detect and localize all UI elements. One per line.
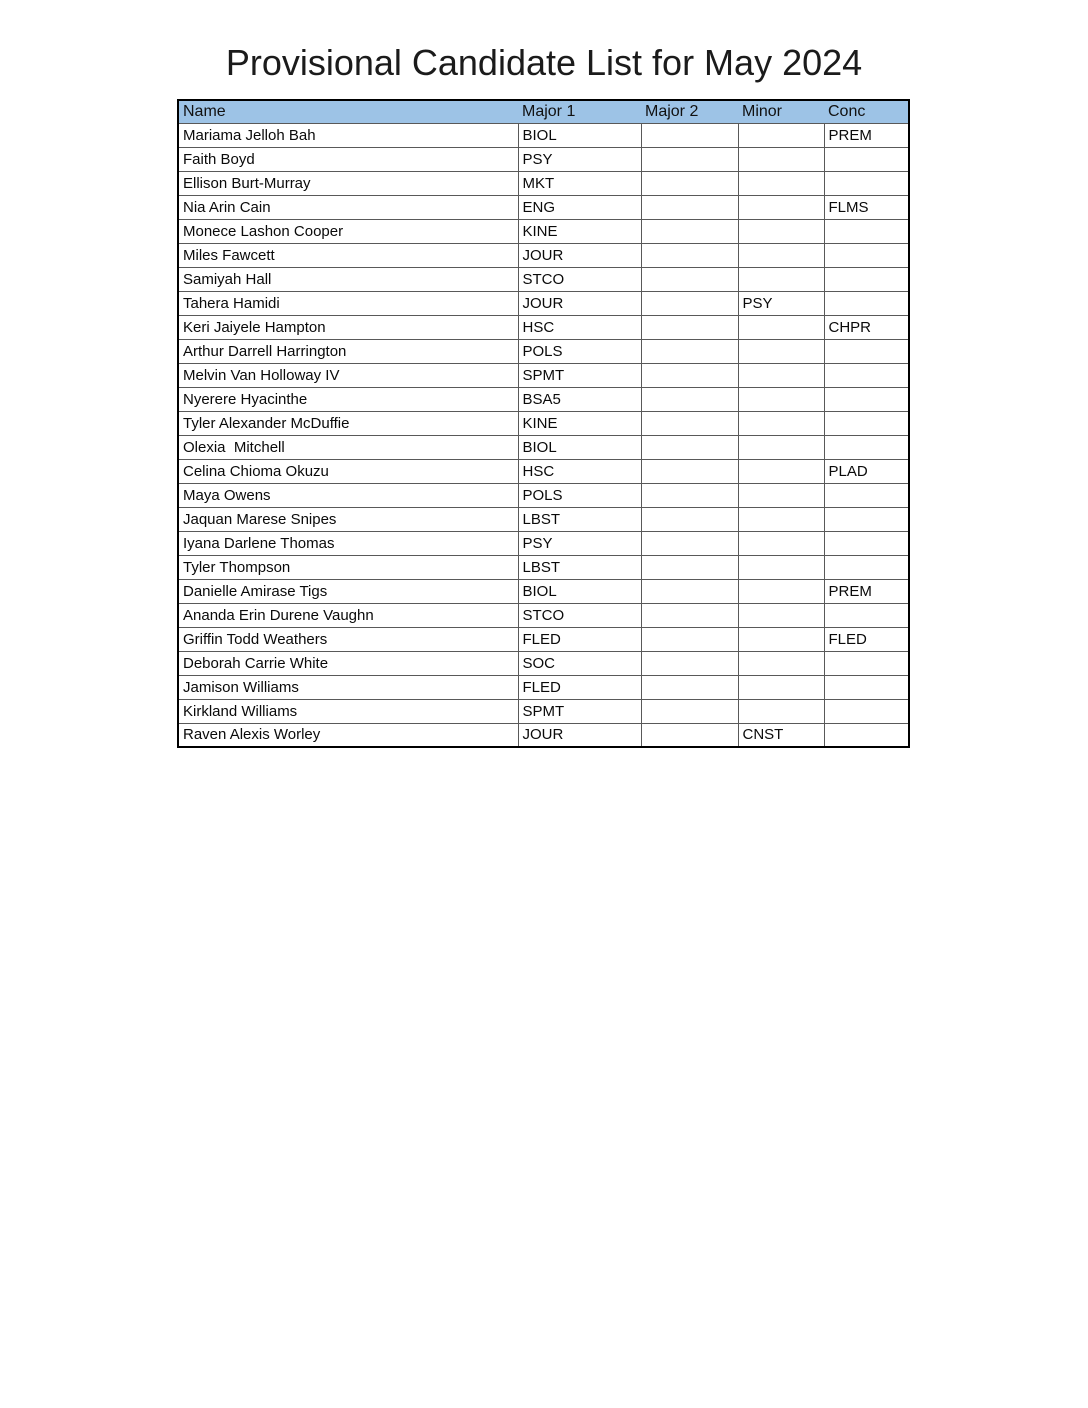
cell-major1: PSY — [518, 147, 641, 171]
column-header-minor: Minor — [738, 100, 824, 123]
cell-major2 — [641, 219, 738, 243]
cell-minor — [738, 339, 824, 363]
header-row — [178, 100, 909, 123]
cell-minor — [738, 459, 824, 483]
cell-name: Mariama Jelloh Bah — [178, 123, 518, 147]
page-title: Provisional Candidate List for May 2024 — [225, 42, 863, 83]
cell-major2 — [641, 723, 738, 747]
cell-major2 — [641, 411, 738, 435]
cell-name: Nyerere Hyacinthe — [178, 387, 518, 411]
cell-conc: FLMS — [824, 195, 909, 219]
cell-name: Monece Lashon Cooper — [178, 219, 518, 243]
cell-name: Jamison Williams — [178, 675, 518, 699]
table-row — [178, 387, 909, 411]
cell-major2 — [641, 195, 738, 219]
cell-major2 — [641, 627, 738, 651]
cell-name: Nia Arin Cain — [178, 195, 518, 219]
cell-name: Melvin Van Holloway IV — [178, 363, 518, 387]
table-row — [178, 723, 909, 747]
cell-major2 — [641, 123, 738, 147]
cell-name: Ananda Erin Durene Vaughn — [178, 603, 518, 627]
cell-major1: POLS — [518, 339, 641, 363]
column-header-major1: Major 1 — [518, 100, 641, 123]
cell-major2 — [641, 459, 738, 483]
cell-minor: PSY — [738, 291, 824, 315]
cell-name: Deborah Carrie White — [178, 651, 518, 675]
table-row — [178, 195, 909, 219]
cell-conc: PREM — [824, 579, 909, 603]
cell-conc: PLAD — [824, 459, 909, 483]
cell-name: Miles Fawcett — [178, 243, 518, 267]
cell-minor: CNST — [738, 723, 824, 747]
cell-name: Ellison Burt-Murray — [178, 171, 518, 195]
table-row — [178, 147, 909, 171]
table-row — [178, 219, 909, 243]
cell-conc — [824, 267, 909, 291]
cell-major2 — [641, 267, 738, 291]
cell-major2 — [641, 699, 738, 723]
cell-major2 — [641, 243, 738, 267]
table-row — [178, 459, 909, 483]
cell-conc: CHPR — [824, 315, 909, 339]
table-row — [178, 435, 909, 459]
table-row — [178, 315, 909, 339]
cell-minor — [738, 579, 824, 603]
cell-major2 — [641, 651, 738, 675]
cell-minor — [738, 603, 824, 627]
cell-major1: BSA5 — [518, 387, 641, 411]
cell-major1: POLS — [518, 483, 641, 507]
table-row — [178, 363, 909, 387]
table-row — [178, 123, 909, 147]
cell-major1: SOC — [518, 651, 641, 675]
cell-conc — [824, 147, 909, 171]
cell-conc — [824, 339, 909, 363]
table-row — [178, 675, 909, 699]
cell-name: Faith Boyd — [178, 147, 518, 171]
table-row — [178, 555, 909, 579]
column-header-conc: Conc — [824, 100, 909, 123]
cell-major1: SPMT — [518, 699, 641, 723]
cell-minor — [738, 675, 824, 699]
cell-major1: STCO — [518, 267, 641, 291]
cell-name: Jaquan Marese Snipes — [178, 507, 518, 531]
cell-minor — [738, 315, 824, 339]
cell-major2 — [641, 339, 738, 363]
cell-minor — [738, 147, 824, 171]
column-header-name: Name — [178, 100, 518, 123]
cell-conc — [824, 291, 909, 315]
cell-major1: LBST — [518, 507, 641, 531]
candidate-table — [177, 99, 910, 748]
column-header-major2: Major 2 — [641, 100, 738, 123]
cell-conc — [824, 507, 909, 531]
cell-conc — [824, 555, 909, 579]
table-row — [178, 507, 909, 531]
cell-major2 — [641, 579, 738, 603]
cell-major1: HSC — [518, 315, 641, 339]
cell-minor — [738, 387, 824, 411]
cell-conc — [824, 219, 909, 243]
cell-major2 — [641, 531, 738, 555]
cell-major1: KINE — [518, 219, 641, 243]
cell-major1: ENG — [518, 195, 641, 219]
cell-conc — [824, 651, 909, 675]
cell-conc: FLED — [824, 627, 909, 651]
cell-name: Celina Chioma Okuzu — [178, 459, 518, 483]
cell-name: Arthur Darrell Harrington — [178, 339, 518, 363]
cell-conc — [824, 723, 909, 747]
cell-conc — [824, 699, 909, 723]
cell-major1: BIOL — [518, 579, 641, 603]
cell-major2 — [641, 507, 738, 531]
cell-major1: JOUR — [518, 723, 641, 747]
cell-minor — [738, 363, 824, 387]
cell-name: Olexia Mitchell — [178, 435, 518, 459]
cell-major1: KINE — [518, 411, 641, 435]
cell-major2 — [641, 363, 738, 387]
cell-major1: MKT — [518, 171, 641, 195]
cell-major2 — [641, 291, 738, 315]
cell-minor — [738, 507, 824, 531]
cell-name: Tyler Alexander McDuffie — [178, 411, 518, 435]
cell-major2 — [641, 171, 738, 195]
cell-minor — [738, 627, 824, 651]
table-row — [178, 651, 909, 675]
cell-conc — [824, 171, 909, 195]
table-row — [178, 699, 909, 723]
cell-major1: SPMT — [518, 363, 641, 387]
cell-conc — [824, 675, 909, 699]
table-row — [178, 339, 909, 363]
cell-conc — [824, 387, 909, 411]
cell-name: Tyler Thompson — [178, 555, 518, 579]
table-row — [178, 579, 909, 603]
cell-minor — [738, 435, 824, 459]
cell-major2 — [641, 147, 738, 171]
cell-conc: PREM — [824, 123, 909, 147]
cell-name: Iyana Darlene Thomas — [178, 531, 518, 555]
cell-major1: LBST — [518, 555, 641, 579]
cell-major2 — [641, 675, 738, 699]
cell-minor — [738, 411, 824, 435]
cell-major1: JOUR — [518, 291, 641, 315]
cell-minor — [738, 267, 824, 291]
table-row — [178, 291, 909, 315]
cell-name: Griffin Todd Weathers — [178, 627, 518, 651]
cell-name: Maya Owens — [178, 483, 518, 507]
cell-minor — [738, 531, 824, 555]
cell-name: Danielle Amirase Tigs — [178, 579, 518, 603]
cell-conc — [824, 435, 909, 459]
cell-major1: STCO — [518, 603, 641, 627]
cell-minor — [738, 483, 824, 507]
cell-major2 — [641, 603, 738, 627]
cell-name: Keri Jaiyele Hampton — [178, 315, 518, 339]
cell-major1: HSC — [518, 459, 641, 483]
cell-conc — [824, 483, 909, 507]
cell-name: Raven Alexis Worley — [178, 723, 518, 747]
cell-major1: BIOL — [518, 435, 641, 459]
cell-major1: JOUR — [518, 243, 641, 267]
table-row — [178, 267, 909, 291]
cell-name: Kirkland Williams — [178, 699, 518, 723]
cell-name: Tahera Hamidi — [178, 291, 518, 315]
cell-minor — [738, 651, 824, 675]
table-row — [178, 243, 909, 267]
cell-major2 — [641, 435, 738, 459]
cell-major1: FLED — [518, 675, 641, 699]
cell-conc — [824, 363, 909, 387]
cell-major1: BIOL — [518, 123, 641, 147]
cell-name: Samiyah Hall — [178, 267, 518, 291]
table-row — [178, 171, 909, 195]
cell-minor — [738, 219, 824, 243]
cell-conc — [824, 243, 909, 267]
table-row — [178, 531, 909, 555]
cell-conc — [824, 531, 909, 555]
cell-major2 — [641, 555, 738, 579]
cell-major2 — [641, 483, 738, 507]
table-row — [178, 411, 909, 435]
cell-major2 — [641, 315, 738, 339]
cell-major2 — [641, 387, 738, 411]
cell-minor — [738, 195, 824, 219]
cell-minor — [738, 555, 824, 579]
cell-minor — [738, 171, 824, 195]
cell-minor — [738, 243, 824, 267]
cell-major1: PSY — [518, 531, 641, 555]
cell-conc — [824, 603, 909, 627]
cell-conc — [824, 411, 909, 435]
cell-minor — [738, 123, 824, 147]
table-row — [178, 483, 909, 507]
table-row — [178, 603, 909, 627]
table-body — [178, 123, 909, 747]
cell-minor — [738, 699, 824, 723]
table-row — [178, 627, 909, 651]
cell-major1: FLED — [518, 627, 641, 651]
